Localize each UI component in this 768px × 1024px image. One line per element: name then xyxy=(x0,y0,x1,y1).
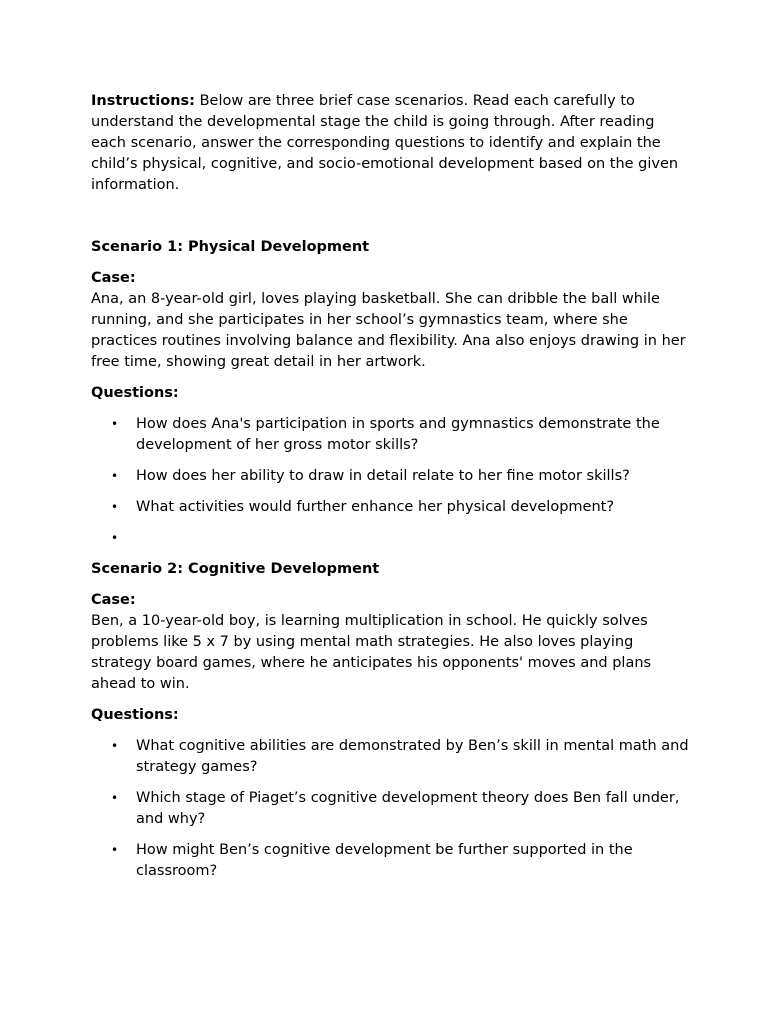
document-page xyxy=(91,91,691,892)
bullet-icon: • xyxy=(111,469,119,483)
questions-label: Questions: xyxy=(91,707,179,723)
bullet-icon: • xyxy=(111,531,119,545)
case-label: Case: xyxy=(91,270,136,286)
question-text: How does her ability to draw in detail relate to her fine motor skills? xyxy=(136,468,630,484)
question-item xyxy=(91,528,691,549)
question-text: How might Ben’s cognitive development be further supported in the classroom? xyxy=(136,842,633,879)
scenario-title: Scenario 2: Cognitive Development xyxy=(91,561,380,577)
question-item xyxy=(91,840,691,882)
instructions-label: Instructions: xyxy=(91,93,195,109)
question-list xyxy=(91,736,691,882)
question-item xyxy=(91,497,691,518)
bullet-icon: • xyxy=(111,843,119,857)
bullet-icon: • xyxy=(111,791,119,805)
instructions-text: Below are three brief case scenarios. Read each carefully to understand the developmental stage the child is going through. After reading each scenario, answer the corresponding questions to identify and explain the child’s physical, cognitive, and socio-emotional development based on the given information. xyxy=(91,93,679,193)
question-item xyxy=(91,414,691,456)
question-item xyxy=(91,788,691,830)
scenario-1 xyxy=(91,237,691,549)
bullet-icon: • xyxy=(111,739,119,753)
bullet-icon: • xyxy=(111,500,119,514)
questions-label: Questions: xyxy=(91,385,179,401)
question-text: How does Ana's participation in sports and gymnastics demonstrate the development of her gross motor skills? xyxy=(136,416,660,453)
case-text: Ben, a 10-year-old boy, is learning multiplication in school. He quickly solves problems like 5 x 7 by using mental math strategies. He also loves playing strategy board games, where he anticipates his opponents' moves and plans ahead to win. xyxy=(91,613,652,692)
question-list xyxy=(91,414,691,549)
question-item xyxy=(91,466,691,487)
case-label: Case: xyxy=(91,592,136,608)
question-item xyxy=(91,736,691,778)
instructions-paragraph xyxy=(91,91,691,196)
bullet-icon: • xyxy=(111,417,119,431)
question-text: What cognitive abilities are demonstrated by Ben’s skill in mental math and strategy games? xyxy=(136,738,689,775)
case-text: Ana, an 8-year-old girl, loves playing basketball. She can dribble the ball while running, and she participates in her school’s gymnastics team, where she practices routines involving balance and flexibility. Ana also enjoys drawing in her free time, showing great detail in her artwork. xyxy=(91,291,686,370)
scenario-2 xyxy=(91,559,691,882)
question-text: Which stage of Piaget’s cognitive development theory does Ben fall under, and why? xyxy=(136,790,680,827)
question-text: What activities would further enhance her physical development? xyxy=(136,499,615,515)
scenario-title: Scenario 1: Physical Development xyxy=(91,239,370,255)
